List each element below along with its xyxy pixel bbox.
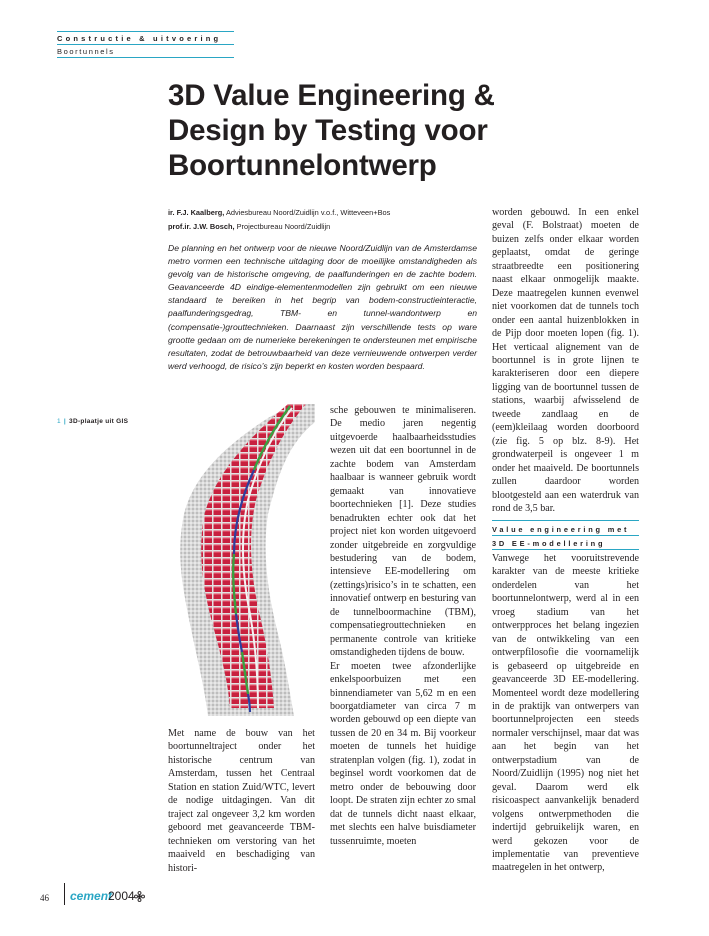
body-text-col-1: Met name de bouw van het boortunneltraject onder het historische centrum van Amsterdam, tussen het Centraal Station en station Zuid/WTC, levert de nodige uitdagingen. Van dit traject zal ongeveer 3,2 km worden geboord met geavanceerde TBM-technieken om verstoring van het maaiveld en beschadiging van histori- <box>168 728 315 874</box>
article-abstract: De planning en het ontwerp voor de nieuwe Noord/Zuidlijn van de Amsterdamse metro vormen een technische uitdaging door de moeilijke omstandigheden als gevolg van de historische omgeving, de paalfunderingen en de zachte bodem. Geavanceerde 4D eindige-elementenmodellen zijn gebruikt om een nieuwe standaard te bereiken in het begrip van bodem-constructieinteractie, paalfunderingsgedrag, TBM- en tunnel-wandontwerp en (compensatie-)grouttechnieken. Daarnaast zijn verschillende tests op ware grootte gedaan om de numerieke berekeningen te ondersteunen met empirische resultaten, zodat de betrouwbaarheid van deze vernieuwende ontwerpen verder werd verhoogd, de risico’s zijn beperkt en kosten worden bespaard. <box>168 243 477 371</box>
header-rule-top <box>57 31 234 32</box>
subsection-label: Boortunnels <box>57 47 115 56</box>
author-affiliation: Projectbureau Noord/Zuidlijn <box>236 221 331 231</box>
header-rule-bottom <box>57 57 234 58</box>
author-name: prof.ir. J.W. Bosch, <box>168 221 235 231</box>
subhead-rule-middle <box>492 535 639 536</box>
magazine-brand: cement <box>70 889 113 903</box>
subhead-rule-bottom <box>492 549 639 550</box>
body-text-col-3: worden gebouwd. In een enkel geval (F. Bolstraat) moeten de buizen zelfs onder elkaar worden geplaatst, omdat de geringe straatbreedte een positionering naast elkaar onmogelijk maakte. Deze maatregelen kunnen evenwel niet voorkomen dat de tunnels toch onder een aantal huizenblokken in de Pijp door moeten lopen (fig. 1). Het verticaal alignement van de boortunnel is in grote lijnen te karakteriseren door een diepere ligging van de boortunnel tussen de stations, waarbij afwisselend de tweede zandlaag en de (eem)kleilaag worden doorboord (zie fig. 5 op blz. 8-9). Het grondwaterpeil is ongeveer 1 m onder het maaiveld. De boortunnels zullen daardoor worden blootgesteld aan een waterdruk van rond de 3,5 bar. <box>492 207 639 514</box>
author-affiliation: Adviesbureau Noord/Zuidlijn v.o.f., Witteveen+Bos <box>225 208 391 217</box>
magazine-year: 2004 <box>108 889 135 903</box>
figure-caption-text: 3D-plaatje uit GIS <box>69 418 129 425</box>
section-label: Constructie & uitvoering <box>57 34 222 43</box>
gis-3d-figure <box>168 404 315 716</box>
article-title: 3D Value Engineering & Design by Testing voor Boortunnelontwerp <box>168 79 495 182</box>
figure-caption: 1 | 3D-plaatje uit GIS <box>57 418 129 425</box>
author-name: ir. F.J. Kaalberg, <box>168 208 225 217</box>
author-block <box>168 206 478 233</box>
page-number: 46 <box>40 893 49 903</box>
header-rule-middle <box>57 44 234 45</box>
author-line <box>168 206 478 220</box>
section-subheading: Value engineering met <box>492 525 630 534</box>
body-paragraph: sche gebouwen te minimaliseren. De medio jaren negentig uitgevoerde haalbaarheidsstudies wezen uit dat een boortunnel in de zachte bodem van Amsterdam haalbaar is wanneer gebruik wordt gemaakt van innovatieve boortechnieken [1]. Deze studies benadrukten echter ook dat het project niet kon worden uitgevoerd zonder uitgebreide en zorgvuldige bestudering van de bodem, intensieve EE-modellering om (zettings)risico’s in te schatten, een innovatief ontwerp en besturing van de tunnelboormachine (TBM), compensatiegrouttechnieken en permanente controle van kritieke omstandigheden tijdens de bouw. <box>330 405 476 659</box>
footer-divider <box>64 883 65 905</box>
body-text-col-3-continued: Vanwege het vooruitstrevende karakter van de meeste kritieke onderdelen van het boortunnelontwerp, werd al in een vroeg stadium van het ontwerpproces het belang ingezien van de ontwikkeling van een ontwerpfilosofie die voornamelijk is gebaseerd op uitgebreide en geavanceerde 3D EE-modellering. Momenteel wordt deze modellering in de praktijk van ontwerpers van boortunnelprojecten een steeds normaler verschijnsel, maar dat was aan het begin van het ontwerpstadium van de Noord/Zuidlijn (1995) nog niet het geval. Daarom werd elk risicoaspect aanvankelijk benaderd volgens ontwerpmethoden die indertijd gebruikelijk waren, en werd gekozen voor de implementatie van preventieve maatregelen in het ontwerp, <box>492 553 639 874</box>
subhead-rule-top <box>492 520 639 521</box>
figure-number: 1 <box>57 418 61 425</box>
flower-logo-icon <box>134 891 145 902</box>
author-line <box>168 220 478 234</box>
body-paragraph: Er moeten twee afzonderlijke enkelspoorbuizen met een binnendiameter van 5,62 m en een boorgatdiameter van circa 7 m worden gebouwd op een diepte van tussen de 20 en 34 m. Bij voorkeur moeten de tunnels het huidige stratenplan volgen (fig. 1), zodat in beginsel wordt voorkomen dat de metro onder de bebouwing door loopt. De straten zijn echter zo smal dat de tunnels dicht naast elkaar, met slechts een halve buisdiameter tussenruimte, moeten <box>330 660 476 847</box>
section-subheading-line-2: 3D EE-modellering <box>492 539 606 548</box>
body-text-col-2 <box>330 404 476 848</box>
